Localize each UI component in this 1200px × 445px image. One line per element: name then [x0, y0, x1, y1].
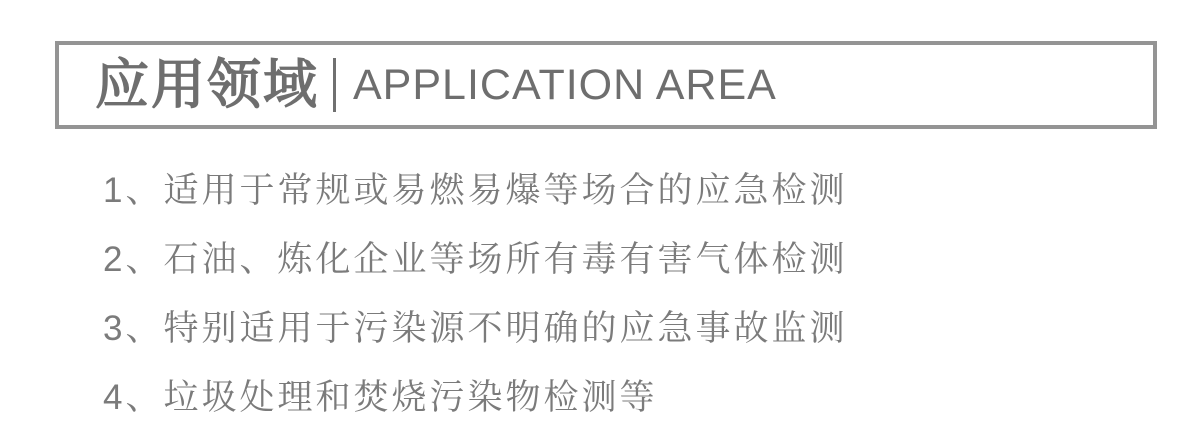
list-item-number: 3、: [103, 308, 164, 348]
list-item: [103, 360, 847, 429]
list-item-number: 1、: [103, 170, 164, 210]
list-item-text: 特别适用于污染源不明确的应急事故监测: [163, 308, 848, 348]
list-item-number: 4、: [103, 377, 164, 417]
section-title-english: APPLICATION AREA: [353, 60, 777, 109]
list-item-text: 适用于常规或易燃易爆等场合的应急检测: [163, 170, 848, 210]
list-item: [103, 153, 847, 222]
list-item: [103, 291, 847, 360]
list-item-text: 石油、炼化企业等场所有毒有害气体检测: [163, 239, 848, 279]
section-title-chinese: 应用领域: [95, 55, 319, 115]
list-item: [103, 222, 847, 291]
title-divider: [333, 58, 336, 112]
section-header: [55, 41, 1157, 129]
application-area-list: [103, 153, 847, 429]
list-item-number: 2、: [103, 239, 164, 279]
list-item-text: 垃圾处理和焚烧污染物检测等: [163, 377, 658, 417]
